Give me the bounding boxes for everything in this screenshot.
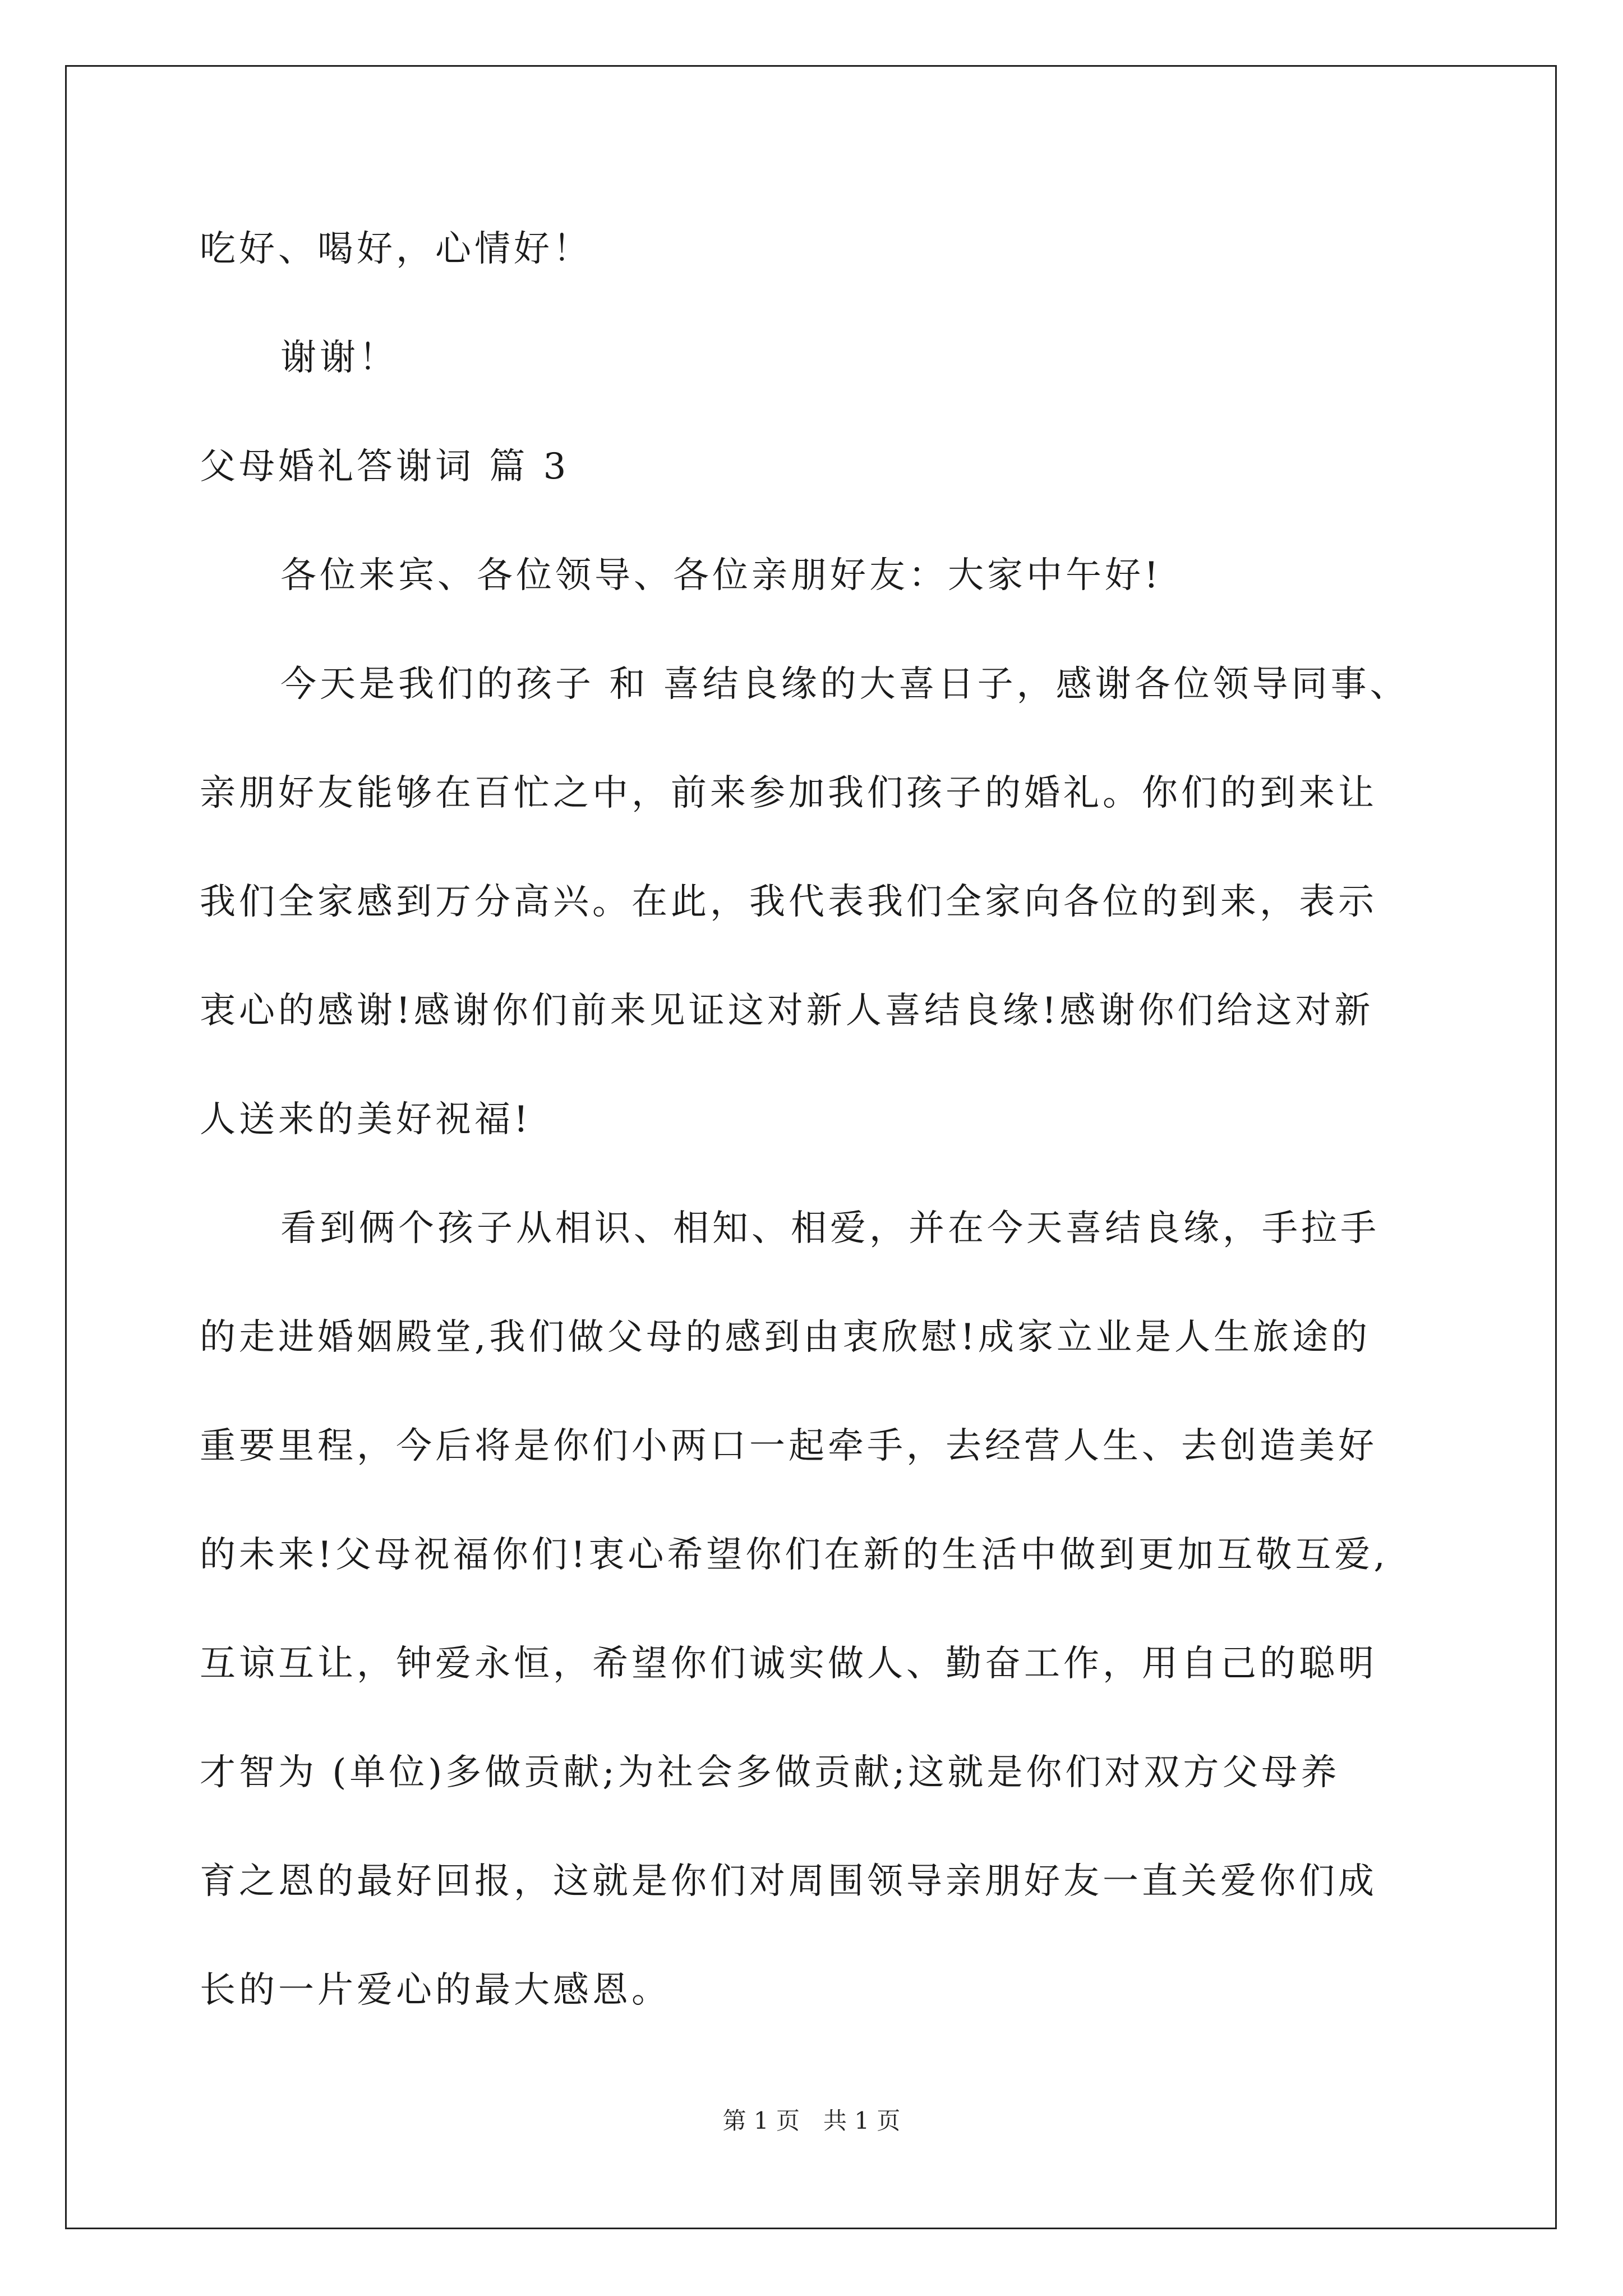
text-line: 人送来的美好祝福! <box>200 1099 532 1140</box>
text-line: 的走进婚姻殿堂,我们做父母的感到由衷欣慰!成家立业是人生旅途的 <box>200 1317 1371 1358</box>
text-line: 的未来!父母祝福你们!衷心希望你们在新的生活中做到更加互敬互爱, <box>200 1534 1389 1576</box>
text-line: 吃好、喝好，心情好！ <box>200 228 592 270</box>
text-line: 亲朋好友能够在百忙之中，前来参加我们孩子的婚礼。你们的到来让 <box>200 772 1377 814</box>
text-line: 看到俩个孩子从相识、相知、相爱，并在今天喜结良缘，手拉手 <box>280 1208 1380 1249</box>
page-footer: 第 1 页 共 1 页 <box>722 2107 901 2134</box>
text-line: 各位来宾、各位领导、各位亲朋好友：大家中午好! <box>280 555 1162 596</box>
text-line: 谢谢！ <box>280 337 398 379</box>
text-line: 才智为 (单位)多做贡献;为社会多做贡献;这就是你们对双方父母养 <box>200 1752 1340 1793</box>
text-line: 我们全家感到万分高兴。在此，我代表我们全家向各位的到来，表示 <box>200 881 1377 923</box>
text-line: 长的一片爱心的最大感恩。 <box>200 1970 671 2011</box>
page-border <box>65 65 1557 2229</box>
text-line: 衷心的感谢!感谢你们前来见证这对新人喜结良缘!感谢你们给这对新 <box>200 990 1374 1032</box>
text-line: 今天是我们的孩子 和 喜结良缘的大喜日子，感谢各位领导同事、 <box>280 664 1409 705</box>
text-line: 育之恩的最好回报，这就是你们对周围领导亲朋好友一直关爱你们成 <box>200 1861 1377 1902</box>
text-line: 重要里程，今后将是你们小两口一起牵手，去经营人生、去创造美好 <box>200 1425 1377 1467</box>
section-heading: 父母婚礼答谢词 篇 3 <box>200 446 570 487</box>
text-line: 互谅互让，钟爱永恒，希望你们诚实做人、勤奋工作，用自己的聪明 <box>200 1643 1377 1685</box>
